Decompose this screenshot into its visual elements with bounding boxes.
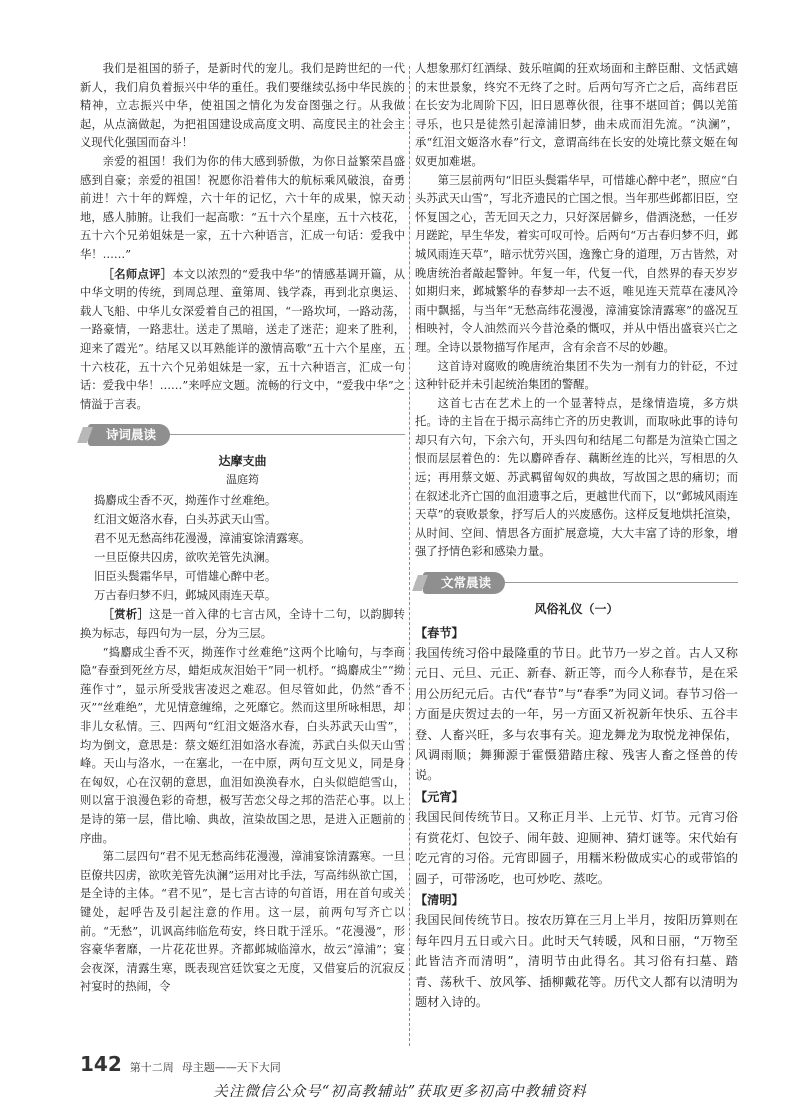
- poem-line: 红泪文姬洛水春，白头苏武天山雪。: [94, 512, 277, 527]
- continued-paragraph-4: 这首七古在艺术上的一个显著特点，是缘情造境，多方烘托。诗的主旨在于揭示高纬亡齐的历史教训，而取咏此事的诗句却只有六句，下余六句，开头四句和结尾二句都是为渲染亡国之恨而层层着色的：先以麝碎香存、藕断丝连的比兴，写相思的久远；再用蔡文姬、苏武羁留匈奴的典故，写故国之思的痛切；而在叙述北齐亡国的血泪遗事之后，更越世代而下，以“邺城风雨连天草”的衰败景象，抒写后人的兴废感伤。这样反复地烘托渲染，从时间、空间、情思各方面扩展意境，大大丰富了诗的形象，增强了抒情色彩和感染力量。: [415, 396, 738, 559]
- appreciation-paragraph-3: 第二层四句“君不见无愁高纬花漫漫，漳浦宴馀清露寒。一旦臣僚共囚虏，欲吹羌管先汍澜”运用对比手法，写高纬纵欲亡国，是全诗的主体。“君不见”，是七言古诗的句首语，用在首句或关键处，起呼告及引起注意的作用。这一层，前两句写齐亡以前。“无愁”，讥讽高纬临危苟安，终日耽于淫乐。“花漫漫”，形容豪华奢靡，一片花花世界。齐都邺城临漳水，故云“漳浦”；宴会夜深，清露生寒，既表现宫廷饮宴之无度，又借宴后的沉寂反衬宴时的热闹，令: [80, 850, 405, 994]
- section-title: 风俗礼仪（一）: [534, 602, 619, 617]
- culture-banner-label: 文常晨读: [423, 572, 505, 594]
- footer-theme: 母主题——天下大同: [181, 1061, 281, 1074]
- continued-paragraph-2: 第三层前两句“旧臣头鬓霜华早，可惜雄心醉中老”，照应“白头苏武天山雪”，写北齐遗民的亡国之恨。当年那些邺都旧臣，空怀复国之心，苦无回天之力，只好深居僻乡，借酒浇愁，一任岁月蹉跎，早生华发，着实可叹可怜。后两句“万古春归梦不归，邺城风雨连天草”，暗示忧劳兴国，逸豫亡身的道理，万古皆然，对晚唐统治者敲起警钟。年复一年，代复一代，自然界的春天岁岁如期归来，邺城繁华的春梦却一去不返，唯见连天荒草在凄风冷雨中飘摇，与当年“无愁高纬花漫漫，漳浦宴馀清露寒”的盛况互相映衬，令人油然而兴今昔沧桑的慨叹，并从中悟出盛衰兴亡之理。全诗以景物描写作尾声，含有余音不尽的妙趣。: [415, 173, 738, 354]
- promo-watermark: 关注微信公众号“初高教辅站”获取更多初高中教辅资料: [213, 1084, 587, 1100]
- teacher-comment: [80, 265, 405, 415]
- item-text-lantern-festival: 我国民间传统节日。又称正月半、上元节、灯节。元宵习俗有赏花灯、包饺子、闹年鼓、迎厕神、猜灯谜等。宋代始有吃元宵的习俗。元宵即圆子，用糯米粉做成实心的或带馅的圆子，可带汤吃，也可炒吃、蒸吃。: [415, 810, 738, 886]
- right-column: [415, 60, 738, 1012]
- left-column: [80, 60, 405, 997]
- poem-line: 君不见无愁高纬花漫漫，漳浦宴馀清露寒。: [94, 531, 311, 546]
- item-head-lantern-festival: 【元宵】: [415, 789, 464, 804]
- continued-paragraph-1: 人想象那灯红酒绿、鼓乐喧阗的狂欢场面和主醉臣酣、文恬武嬉的末世景象，终究不无终了之时。后两句写齐亡之后，高纬君臣在长安为北周阶下囚，旧日恩尊伙很，往事不堪回首；偶以羌笛寻乐，也只是徒然引起漳浦旧梦，曲未成而泪先流。“汍澜”，承“红泪文姬洛水春”行文，意谓高纬在长安的处境比蔡文姬在匈奴更加难堪。: [415, 62, 738, 168]
- page-footer: [80, 1052, 281, 1076]
- poetry-banner: [80, 424, 405, 446]
- comment-text: 本文以浓烈的“爱我中华”的情感基调开篇，从中华文明的传统，到周总理、童第周、钱学森，再到北京奥运、载人飞船、中华儿女深爱着自己的祖国，“一路坎坷，一路动荡，一路豪情，一路悲壮。送走了黑暗，送走了迷茫；迎来了胜利，迎来了霞光”。结尾又以耳熟能详的激情高歌“五十六个星座，五十六枝花，五十六个兄弟姐妹是一家，五十六种语言，汇成一句话：爱我中华！……”来呼应文题。流畅的行文中，“爱我中华”之情溢于言表。: [80, 267, 405, 411]
- item-text-qingming: 我国民间传统节日。按农历算在三月上半月，按阳历算则在每年四月五日或六日。此时天气转暖，风和日丽，“万物至此皆洁齐而清明”，清明节由此得名。其习俗有扫墓、踏青、荡秋千、放风筝、插柳戴花等。历代文人都有以清明为题材入诗的。: [415, 913, 738, 1009]
- page-number: 142: [80, 1052, 122, 1076]
- poem-line: 捣麝成尘香不灭，拗莲作寸丝难绝。: [94, 493, 277, 508]
- poem-line: 一旦臣僚共囚虏，欲吹羌管先汍澜。: [94, 550, 277, 565]
- culture-banner: [415, 572, 738, 594]
- column-divider: [409, 66, 410, 1046]
- continued-paragraph-3: 这首诗对腐败的晚唐统治集团不失为一剂有力的针砭，不过这种针砭并未引起统治集团的警醒。: [415, 359, 738, 392]
- intro-paragraph-1: 我们是祖国的骄子，是新时代的宠儿。我们是跨世纪的一代新人，我们肩负着振兴中华的重任。我们要继续弘扬中华民族的精神，立志振兴中华，使祖国之情化为发奋图强之行。从我做起，从点滴做起，为把祖国建设成高度文明、高度民主的社会主义现代化强国而奋斗！: [80, 62, 405, 150]
- comment-tag: ［名师点评］: [102, 266, 173, 281]
- appreciation-paragraph-1: [80, 605, 405, 643]
- poetry-banner-label: 诗词晨读: [88, 424, 170, 446]
- appreciation-text: 这是一首入律的七言古风，全诗十二句，以韵脚转换为标志，每四句为一层，分为三层。: [80, 608, 405, 641]
- appreciation-tag: ［赏析］: [102, 607, 150, 622]
- customs-list: [415, 623, 738, 1013]
- item-text-spring-festival: 我国传统习俗中最隆重的节日。此节乃一岁之首。古人又称元日、元旦、元正、新春、新正等，而今人称春节，是在采用公历纪元后。古代“春节”与“春季”为同义词。春节习俗一方面是庆贺过去的一年，另一方面又祈祝新年快乐、五谷丰登、人畜兴旺，多与农事有关。迎龙舞龙为取悦龙神保佑，风调雨顺；舞狮源于霍慑猎踏庄稼、残害人畜之怪兽的传说。: [415, 646, 738, 783]
- poem-author: 温庭筠: [226, 472, 259, 486]
- poem-line: 万古春归梦不归，邺城风雨连天草。: [94, 588, 277, 603]
- footer-week: 第十二周: [129, 1061, 174, 1074]
- item-head-qingming: 【清明】: [415, 892, 464, 907]
- poem-line: 旧臣头鬓霜华早，可惜雄心醉中老。: [94, 569, 277, 584]
- poem-title: 达摩支曲: [218, 454, 267, 469]
- appreciation-paragraph-2: “捣麝成尘香不灭，拗莲作寸丝难绝”这两个比喻句，与李商隐“春蚕到死丝方尽，蜡炬成灰泪始干”同一机杼。“捣麝成尘”“拗莲作寸”，显示所受戕害凌迟之难忍。但尽管如此，仍然“香不灭”“丝难绝”，尤见情意缠绵，之死靡它。然而这里所咏相思，却非儿女私情。三、四两句“红泪文姬洛水春，白头苏武天山雪”，均为倒文，意思是：蔡文姬红泪如洛水春流，苏武白头似天山雪峰。天山与洛水，一在塞北，一在中原，两句互文见义，同是身在匈奴，心在汉朝的意思，血泪如涣涣春水，白头似皑皑雪山，则以富于浪漫色彩的奇想，极写苦恋父母之邦的浩茫心事。以上是诗的第一层，借比喻、典故，渲染故国之思，是进入正题前的序曲。: [80, 645, 405, 845]
- item-head-spring-festival: 【春节】: [415, 625, 464, 640]
- intro-paragraph-2: 亲爱的祖国！我们为你的伟大感到骄傲，为你日益繁荣昌盛感到自豪；亲爱的祖国！祝愿你沿着伟大的航标乘风破浪，奋勇前进！六十年的辉煌，六十年的记忆，六十年的成果，惊天动地，感人肺腑。让我们一起高歌：“五十六个星座，五十六枝花，五十六个兄弟姐妹是一家，五十六种语言，汇成一句话：爱我中华！……”: [80, 154, 405, 261]
